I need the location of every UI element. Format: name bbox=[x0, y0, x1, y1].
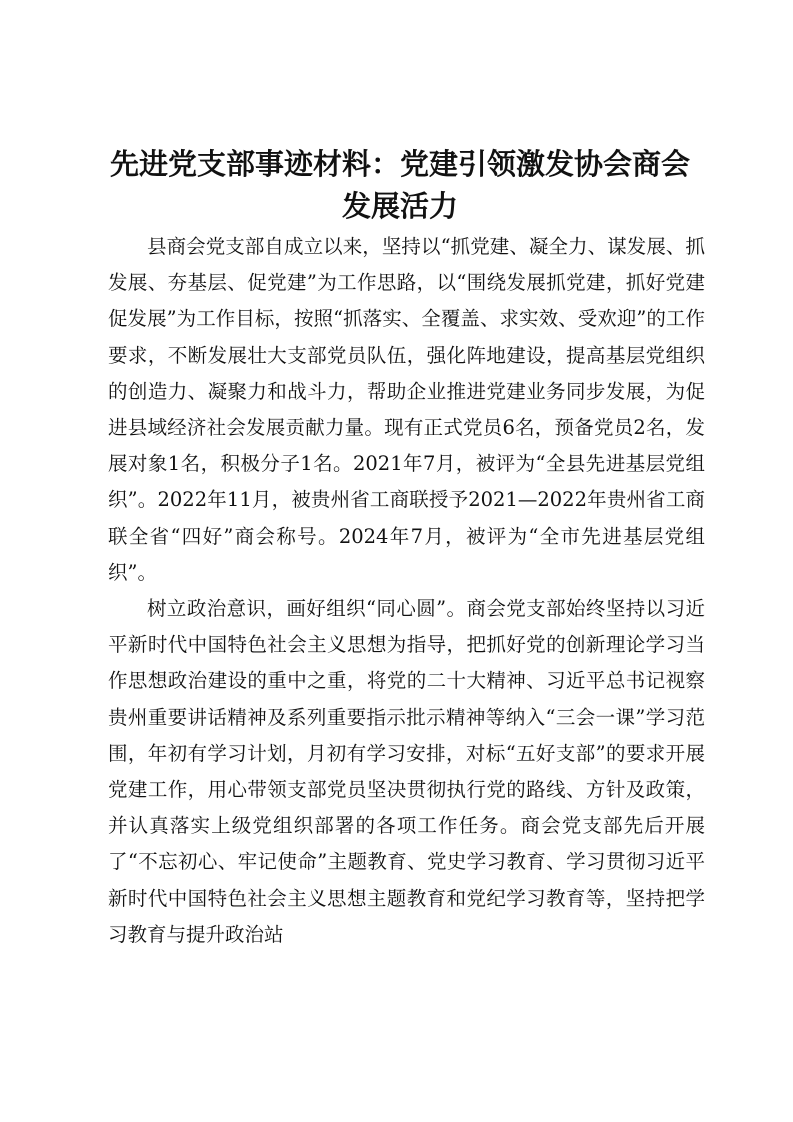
document-title bbox=[96, 143, 704, 227]
title-line-2: 发展活力 bbox=[341, 189, 458, 223]
title-line-1: 先进党支部事迹材料：党建引领激发协会商会 bbox=[109, 147, 690, 181]
paragraph-political-awareness: 树立政治意识，画好组织“同心圆”。商会党支部始终坚持以习近平新时代中国特色社会主义思想为指导，把抓好党的创新理论学习当作思想政治建设的重中之重，将党的二十大精神、习近平总书记视察贵州重要讲话精神及系列重要指示批示精神等纳入“三会一课”学习范围，年初有学习计划，月初有学习安排，对标“五好支部”的要求开展党建工作，用心带领支部党员坚决贯彻执行党的路线、方针及政策，并认真落实上级党组织部署的各项工作任务。商会党支部先后开展了“不忘初心、牢记使命”主题教育、党史学习教育、学习贯彻习近平新时代中国特色社会主义思想主题教育和党纪学习教育等，坚持把学习教育与提升政治站 bbox=[108, 597, 705, 946]
paragraph-intro: 县商会党支部自成立以来，坚持以“抓党建、凝全力、谋发展、抓发展、夯基层、促党建”为工作思路，以“围绕发展抓党建，抓好党建促发展”为工作目标，按照“抓落实、全覆盖、求实效、受欢迎”的工作要求，不断发展壮大支部党员队伍，强化阵地建设，提高基层党组织的创造力、凝聚力和战斗力，帮助企业推进党建业务同步发展，为促进县域经济社会发展贡献力量。现有正式党员6名，预备党员2名，发展对象1名，积极分子1名。2021年7月，被评为“全县先进基层党组织”。2022年11月，被贵州省工商联授予2021—2022年贵州省工商联全省“四好”商会称号。2024年7月，被评为“全市先进基层党组织”。 bbox=[108, 235, 705, 584]
document-body bbox=[108, 229, 705, 953]
